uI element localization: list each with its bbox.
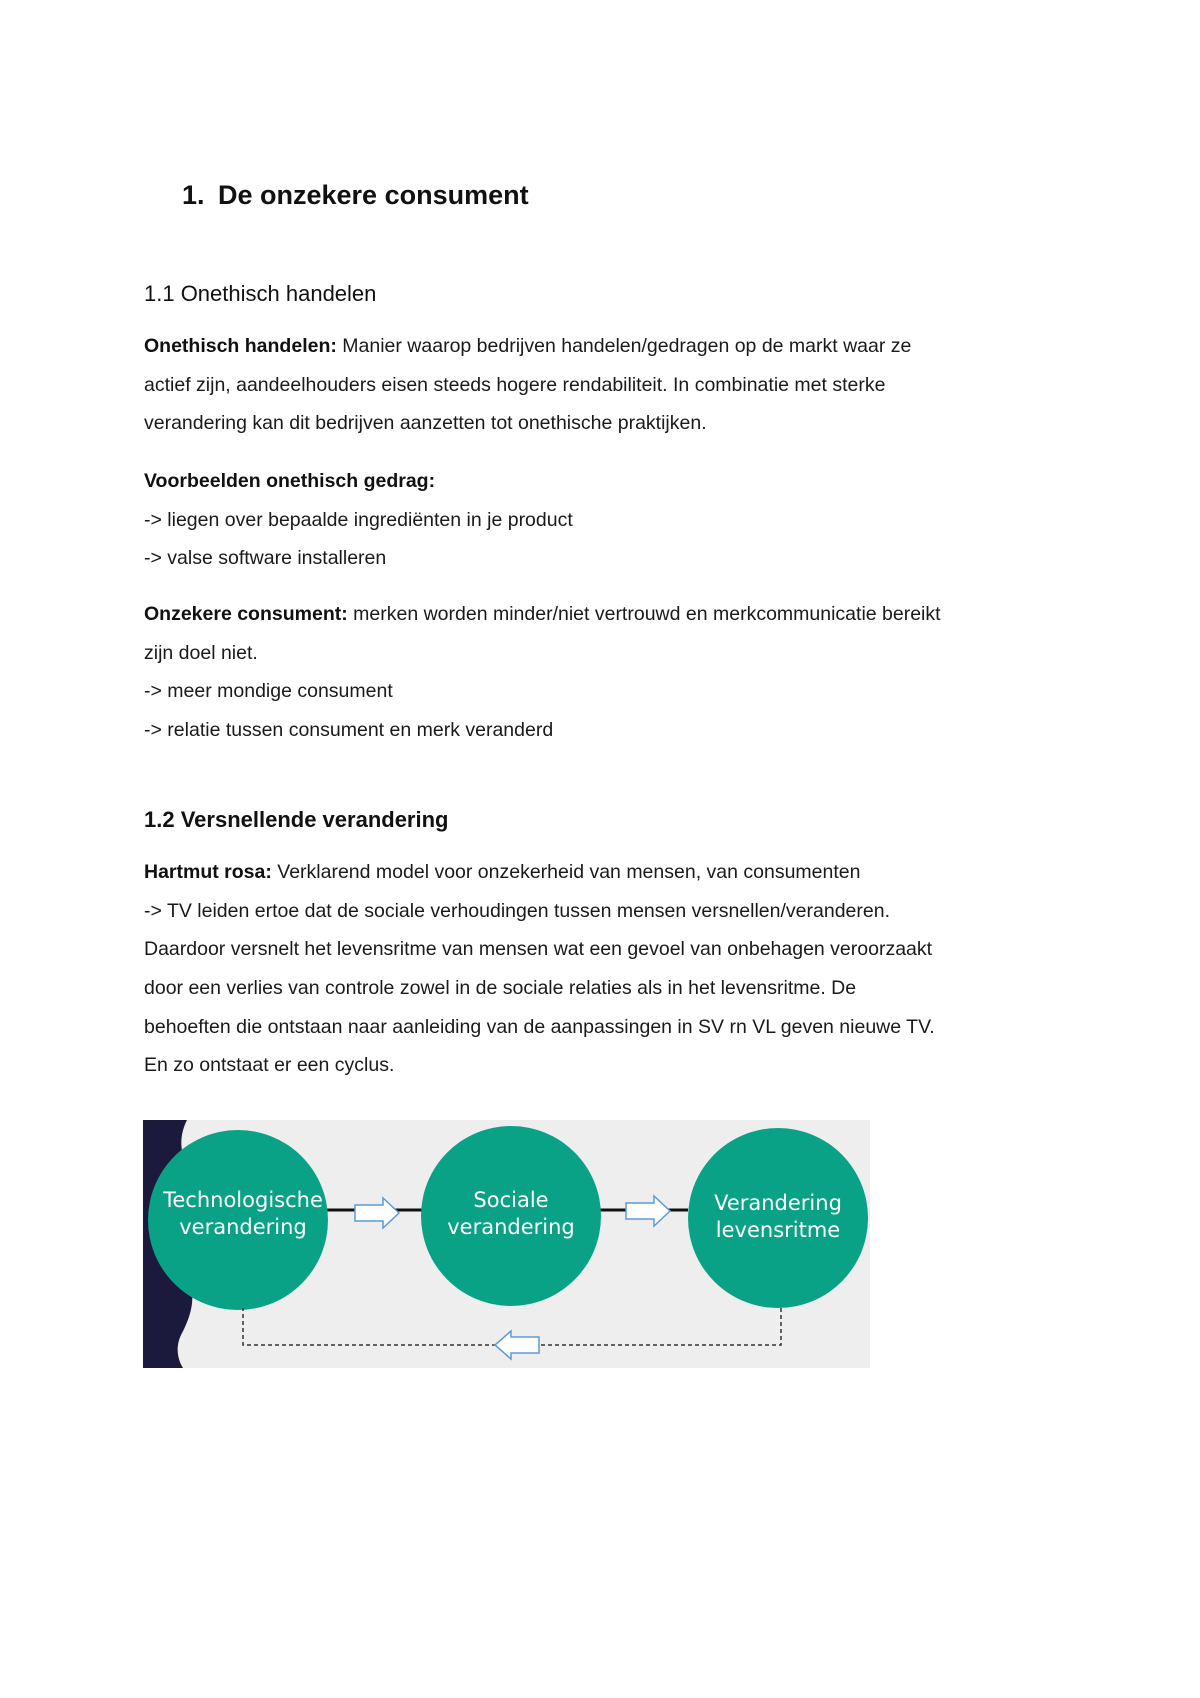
- definition-onethisch-handelen: [144, 327, 1064, 443]
- definition-hartmut-rosa: [144, 853, 1064, 1085]
- paragraph-line: Daardoor versnelt het levensritme van mensen wat een gevoel van onbehagen veroorzaakt: [144, 938, 933, 961]
- examples-block: [144, 462, 1064, 578]
- term-onzekere-consument: Onzekere consument:: [144, 603, 348, 625]
- chapter-title: De onzekere consument: [218, 180, 529, 210]
- definition-text: actief zijn, aandeelhouders eisen steeds hogere rendabiliteit. In combinatie met sterke: [144, 373, 886, 396]
- node-label-sociale: [411, 1187, 611, 1241]
- term-onethisch-handelen: Onethisch handelen:: [144, 335, 337, 357]
- list-item: -> relatie tussen consument en merk veranderd: [144, 719, 554, 742]
- cycle-diagram: [143, 1120, 870, 1368]
- list-item: -> valse software installeren: [144, 547, 387, 570]
- definition-text: verandering kan dit bedrijven aanzetten tot onethische praktijken.: [144, 412, 707, 435]
- definition-onzekere-consument: [144, 595, 1064, 750]
- left-arrow-icon: [495, 1331, 539, 1359]
- cycle-diagram-graphics: [143, 1120, 870, 1368]
- chapter-heading: [182, 178, 529, 212]
- node-label-line: Technologische: [163, 1188, 323, 1212]
- section-heading-1-2: 1.2 Versnellende verandering: [144, 807, 449, 832]
- node-label-line: Sociale: [473, 1188, 549, 1212]
- right-arrow-icon: [355, 1198, 399, 1228]
- chapter-number: 1.: [182, 180, 205, 210]
- definition-text: merken worden minder/niet vertrouwd en merkcommunicatie bereikt: [347, 603, 941, 625]
- right-arrow-icon: [626, 1196, 670, 1226]
- paragraph-line: door een verlies van controle zowel in de sociale relaties als in het levensritme. De: [144, 977, 857, 1000]
- paragraph-line: En zo ontstaat er een cyclus.: [144, 1054, 395, 1077]
- list-item: -> liegen over bepaalde ingrediënten in je product: [144, 508, 573, 531]
- node-label-line: verandering: [447, 1215, 575, 1239]
- paragraph-line: behoeften die ontstaan naar aanleiding van de aanpassingen in SV rn VL geven nieuwe TV.: [144, 1015, 935, 1038]
- term-voorbeelden: Voorbeelden onethisch gedrag:: [144, 470, 436, 492]
- node-label-technologische: [143, 1187, 343, 1241]
- term-hartmut-rosa: Hartmut rosa:: [144, 861, 272, 883]
- node-label-line: verandering: [179, 1215, 307, 1239]
- node-label-line: Verandering: [714, 1191, 842, 1215]
- section-heading-1-1: 1.1 Onethisch handelen: [144, 281, 377, 306]
- definition-text: Verklarend model voor onzekerheid van mensen, van consumenten: [271, 861, 861, 883]
- definition-text: zijn doel niet.: [144, 641, 258, 664]
- node-label-levensritme: [678, 1190, 870, 1244]
- paragraph-line: -> TV leiden ertoe dat de sociale verhoudingen tussen mensen versnellen/veranderen.: [144, 899, 890, 922]
- node-label-line: levensritme: [715, 1218, 841, 1242]
- list-item: -> meer mondige consument: [144, 680, 393, 703]
- definition-text: Manier waarop bedrijven handelen/gedragen op de markt waar ze: [336, 335, 912, 357]
